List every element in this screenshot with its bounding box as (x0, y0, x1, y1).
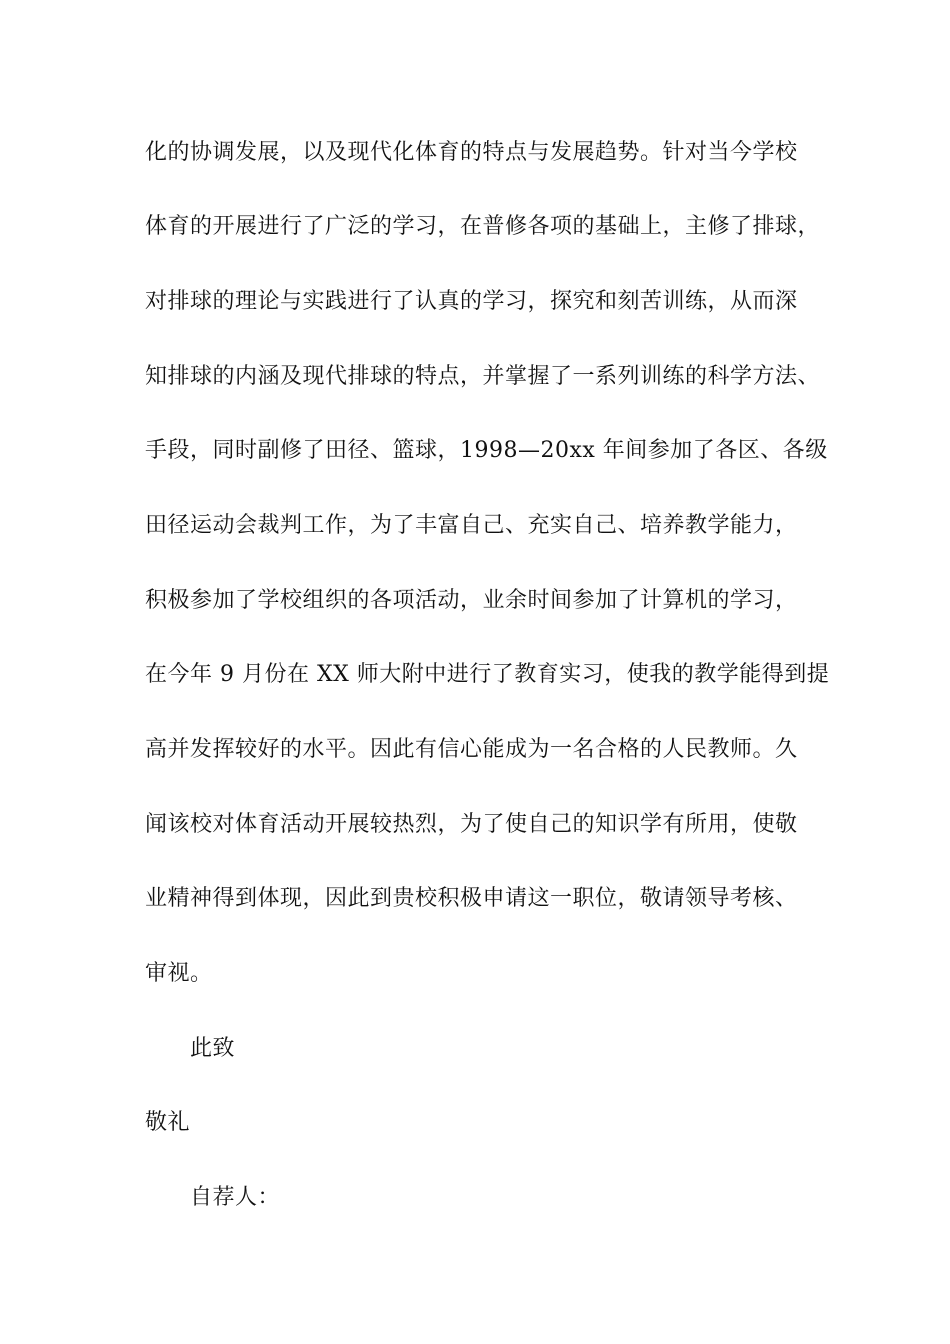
body-line-1: 化的协调发展，以及现代化体育的特点与发展趋势。针对当今学校 (145, 140, 798, 165)
body-line-10: 闻该校对体育活动开展较热烈，为了使自己的知识学有所用，使敬 (145, 812, 798, 837)
body-line-12: 审视。 (145, 961, 213, 986)
body-line-5: 手段，同时副修了田径、篮球，1998—20xx 年间参加了各区、各级 (145, 438, 828, 463)
salutation: 敬礼 (145, 1110, 191, 1135)
signature-label: 自荐人： (190, 1185, 281, 1210)
closing-phrase: 此致 (190, 1036, 236, 1061)
body-line-9: 高并发挥较好的水平。因此有信心能成为一名合格的人民教师。久 (145, 737, 798, 762)
body-line-8: 在今年 9 月份在 XX 师大附中进行了教育实习，使我的教学能得到提 (145, 662, 830, 687)
body-line-4: 知排球的内涵及现代排球的特点，并掌握了一系列训练的科学方法、 (145, 364, 821, 389)
body-line-7: 积极参加了学校组织的各项活动，业余时间参加了计算机的学习， (145, 588, 798, 613)
body-line-6: 田径运动会裁判工作，为了丰富自己、充实自己、培养教学能力， (145, 513, 798, 538)
body-line-2: 体育的开展进行了广泛的学习，在普修各项的基础上，主修了排球， (145, 214, 821, 239)
body-line-11: 业精神得到体现，因此到贵校积极申请这一职位，敬请领导考核、 (145, 886, 798, 911)
body-line-3: 对排球的理论与实践进行了认真的学习，探究和刻苦训练，从而深 (145, 289, 798, 314)
